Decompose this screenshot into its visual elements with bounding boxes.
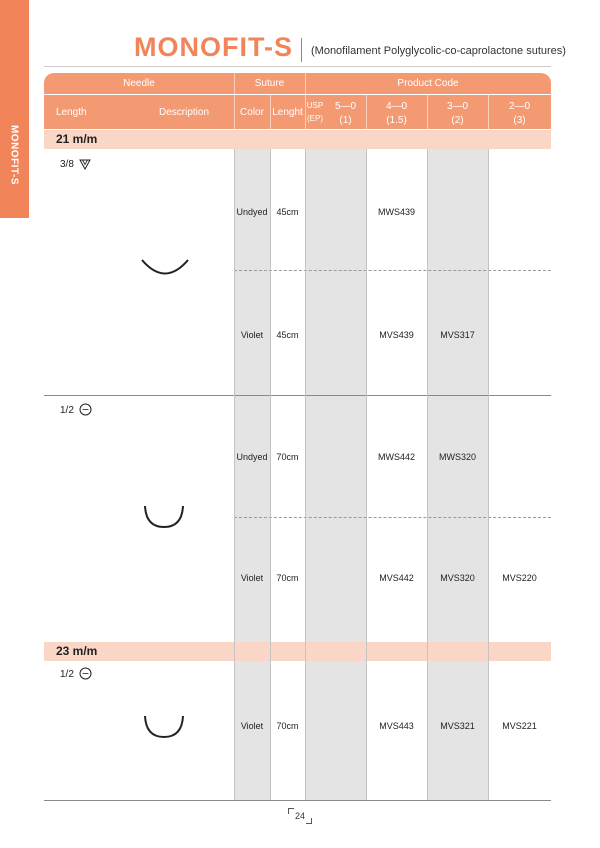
column-line [366, 149, 367, 800]
section-bar-23mm [44, 642, 551, 661]
size-ep: (2) [451, 114, 464, 126]
suture-length: 70cm [276, 452, 299, 462]
column-line [427, 149, 428, 800]
header-color: Color [240, 107, 264, 118]
size-ep: (1.5) [386, 114, 407, 126]
suture-color: Violet [240, 330, 264, 340]
header-size-4-0 [366, 101, 427, 126]
suture-color: Undyed [236, 452, 268, 462]
size-ep: (1) [339, 114, 352, 126]
column-shade-color [234, 149, 270, 800]
group-divider [44, 395, 551, 396]
product-code: MWS439 [377, 207, 415, 217]
title-rule [44, 66, 551, 67]
suture-color: Violet [240, 721, 264, 731]
header-needle: Needle [123, 78, 155, 89]
header-length: Length [56, 107, 87, 118]
section-bar-21mm [44, 130, 551, 149]
header-size-5-0 [325, 101, 366, 126]
table-bottom-rule [44, 800, 551, 801]
header-divider [366, 95, 367, 129]
reverse-cutting-triangle-icon [79, 158, 91, 170]
needle-curve-icon [142, 713, 186, 739]
needle-curve-icon [142, 503, 186, 529]
product-code: MVS439 [379, 330, 414, 340]
size-usp: 5—0 [334, 101, 357, 112]
needle-curve-icon [140, 255, 190, 280]
product-code: MVS320 [440, 573, 475, 583]
product-code: MVS221 [502, 721, 537, 731]
column-shade-3-0 [427, 149, 488, 800]
product-code: MVS317 [440, 330, 475, 340]
suture-length: 70cm [276, 573, 299, 583]
header-usp-label: USP [306, 101, 324, 110]
side-tab [0, 0, 29, 218]
title-divider [301, 38, 302, 62]
needle-curvature: 3/8 [60, 159, 74, 170]
header-divider [305, 95, 306, 129]
header-size-3-0 [427, 101, 488, 126]
suture-color: Violet [240, 573, 264, 583]
suture-length: 70cm [276, 721, 299, 731]
side-tab-label: MONOFIT-S [8, 124, 20, 186]
header-suture-length: Lenght [272, 107, 303, 118]
product-code: MVS443 [379, 721, 414, 731]
taper-point-circle-icon [79, 403, 92, 416]
header-divider [427, 95, 428, 129]
page-number: 24 [288, 808, 312, 824]
needle-curvature: 1/2 [60, 669, 74, 680]
page-title: MONOFIT-S [134, 32, 293, 62]
column-line [488, 149, 489, 800]
suture-length: 45cm [276, 330, 299, 340]
taper-point-circle-icon [79, 667, 92, 680]
header-size-2-0 [488, 101, 551, 126]
section-needle-length: 23 m/m [56, 644, 98, 658]
header-usp [305, 101, 325, 123]
header-divider [488, 95, 489, 129]
product-code: MWS442 [377, 452, 415, 462]
product-code: MVS321 [440, 721, 475, 731]
header-divider [270, 95, 271, 129]
header-divider [234, 95, 235, 129]
needle-curvature: 1/2 [60, 405, 74, 416]
row-divider [234, 270, 551, 271]
header-product-code: Product Code [397, 78, 459, 89]
size-ep: (3) [513, 114, 526, 126]
size-usp: 2—0 [508, 101, 531, 112]
product-code: MVS442 [379, 573, 414, 583]
product-code: MWS320 [438, 452, 476, 462]
product-code: MVS220 [502, 573, 537, 583]
size-usp: 4—0 [385, 101, 408, 112]
table-header-groups [44, 73, 551, 94]
table-header-columns [44, 95, 551, 129]
column-line [305, 149, 306, 800]
column-line [234, 149, 235, 800]
section-needle-length: 21 m/m [56, 132, 98, 146]
suture-length: 45cm [276, 207, 299, 217]
header-description: Description [158, 107, 210, 118]
row-divider [234, 517, 551, 518]
size-usp: 3—0 [446, 101, 469, 112]
page-subtitle: (Monofilament Polyglycolic-co-caprolactone sutures) [311, 45, 566, 57]
header-divider [234, 73, 235, 94]
suture-color: Undyed [236, 207, 268, 217]
column-line [270, 149, 271, 800]
header-divider [305, 73, 306, 94]
header-suture: Suture [254, 78, 285, 89]
header-ep-label: (EP) [307, 114, 323, 124]
column-shade-5-0 [305, 149, 366, 800]
